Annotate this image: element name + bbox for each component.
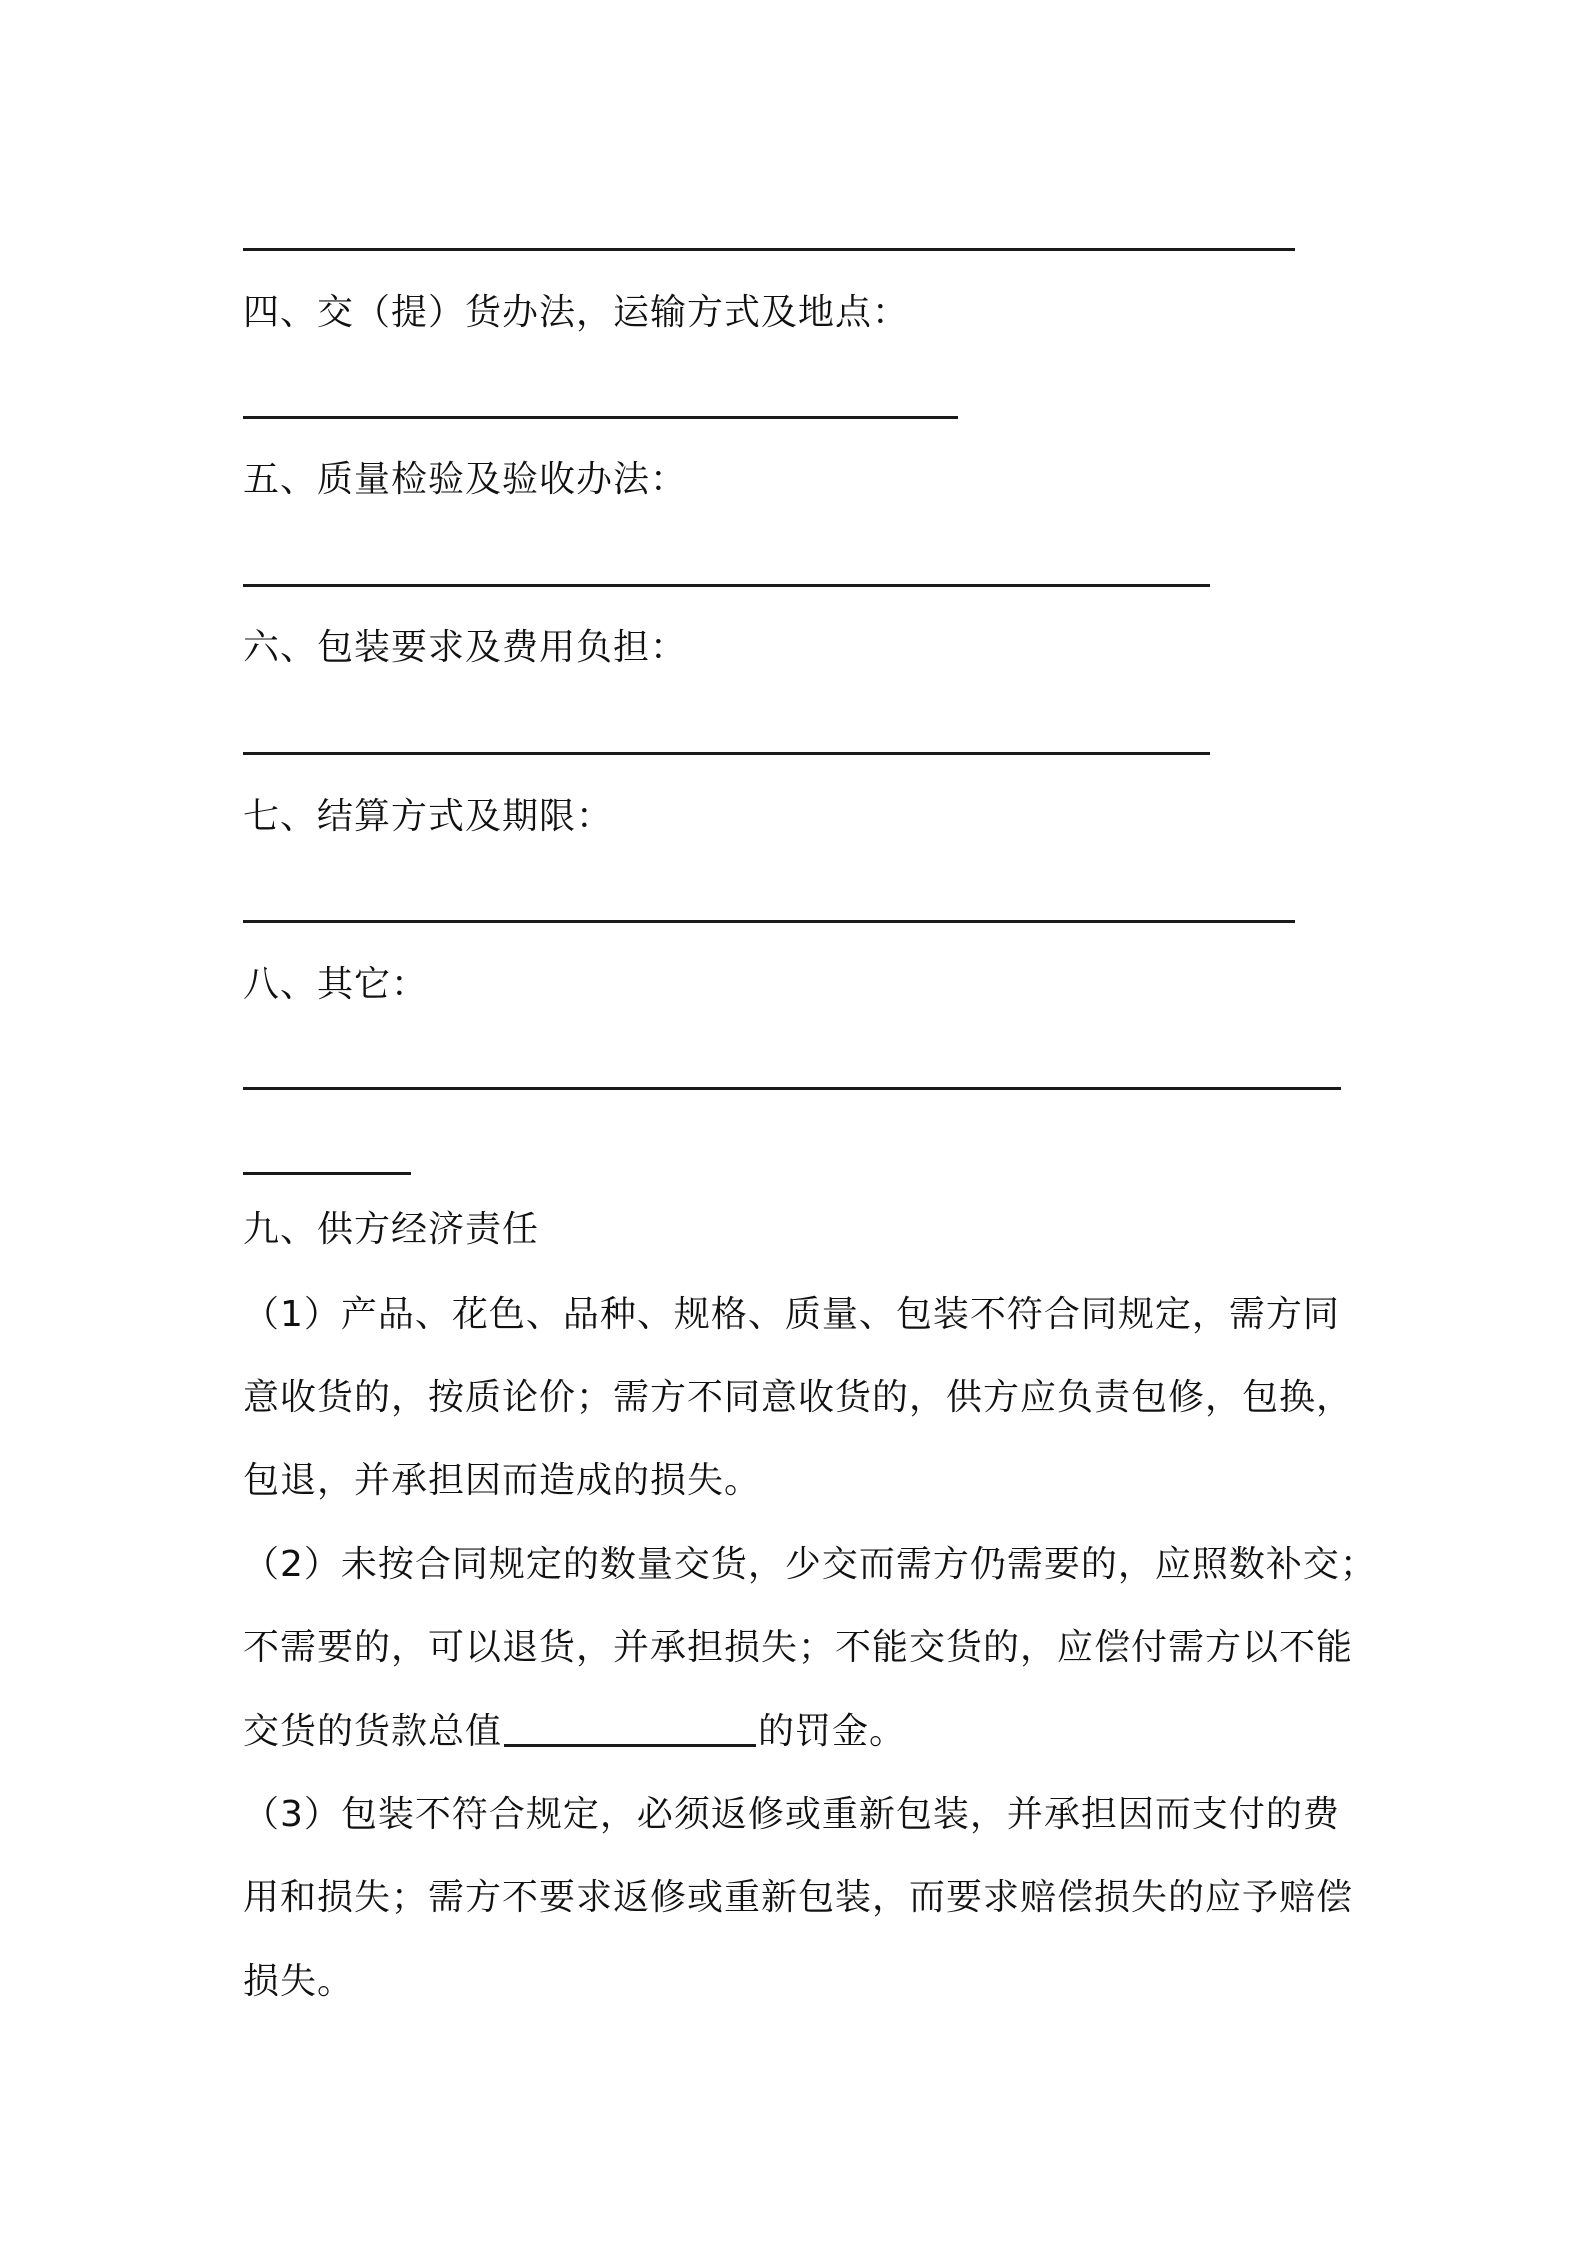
penalty-amount-blank[interactable] [504,1710,756,1747]
fill-in-line-3[interactable] [243,248,1295,251]
fill-in-line-8b[interactable] [243,1172,411,1175]
clause-3-line-1: （3）包装不符合规定，必须返修或重新包装，并承担因而支付的费 [243,1794,1340,1835]
clause-2-line-2: 不需要的，可以退货，并承担损失；不能交货的，应偿付需方以不能 [243,1627,1354,1668]
clause-1-line-2: 意收货的，按质论价；需方不同意收货的，供方应负责包修，包换， [243,1377,1354,1418]
clause-1-line-3: 包退，并承担因而造成的损失。 [243,1460,762,1501]
section-5-heading: 五、质量检验及验收办法： [243,459,688,500]
section-7-heading: 七、结算方式及期限： [243,796,614,837]
clause-2-line-1: （2）未按合同规定的数量交货，少交而需方仍需要的，应照数补交； [243,1544,1377,1585]
section-6-heading: 六、包装要求及费用负担： [243,627,688,668]
section-9-heading: 九、供方经济责任 [243,1209,540,1250]
fill-in-line-4[interactable] [243,416,958,419]
fill-in-line-6[interactable] [243,752,1210,755]
fill-in-line-8a[interactable] [243,1087,1341,1090]
clause-2-text-before-blank: 交货的货款总值 [243,1711,503,1752]
clause-3-line-2: 用和损失；需方不要求返修或重新包装，而要求赔偿损失的应予赔偿 [243,1877,1354,1918]
section-4-heading: 四、交（提）货办法，运输方式及地点： [243,292,910,333]
section-8-heading: 八、其它： [243,964,429,1005]
fill-in-line-7[interactable] [243,920,1295,923]
clause-2-line-3 [243,1707,906,1757]
clause-2-text-after-blank: 的罚金。 [758,1711,907,1752]
fill-in-line-5[interactable] [243,584,1210,587]
clause-1-line-1: （1）产品、花色、品种、规格、质量、包装不符合同规定，需方同 [243,1294,1340,1335]
clause-3-line-3: 损失。 [243,1961,355,2002]
